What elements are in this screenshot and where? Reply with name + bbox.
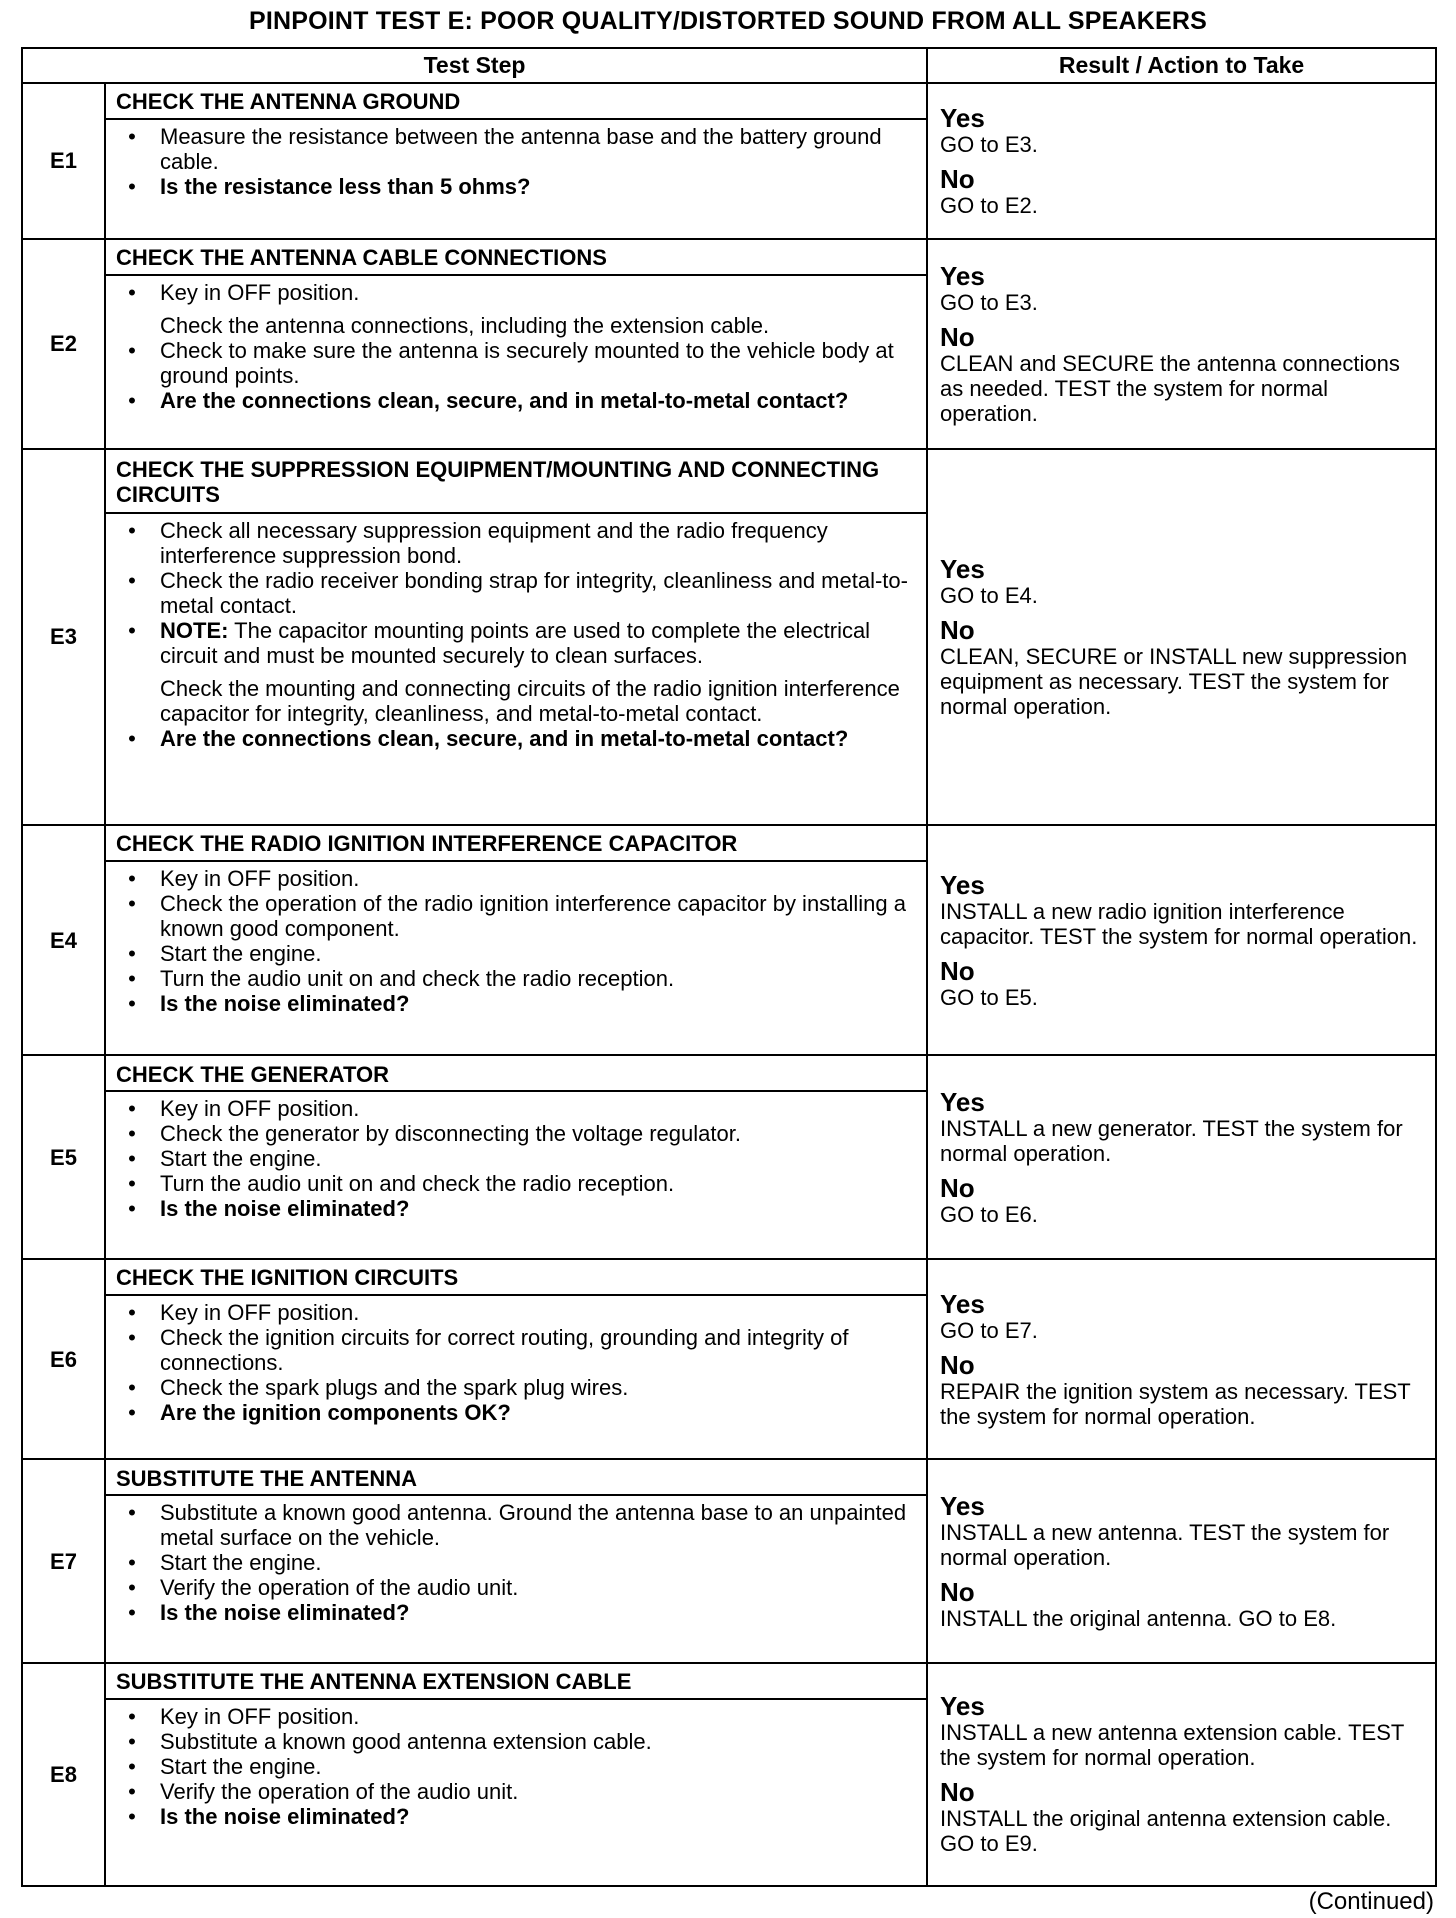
- instruction-text: [160, 1121, 741, 1146]
- instruction-text: [160, 568, 908, 618]
- step-title-row: [22, 1459, 1436, 1495]
- step-title: CHECK THE ANTENNA GROUND: [105, 83, 927, 119]
- yes-action: GO to E4.: [940, 582, 1038, 608]
- no-action: INSTALL the original antenna extension cable. GO to E9.: [940, 1806, 1392, 1857]
- instruction-list: [122, 1300, 914, 1425]
- instruction-text: [160, 1325, 848, 1375]
- instruction-text-body: Key in OFF position.: [160, 1703, 360, 1729]
- instruction-item: [122, 174, 914, 199]
- instruction-text: [160, 1729, 652, 1754]
- instruction-list: [122, 280, 914, 413]
- instruction-text-body: Substitute a known good antenna extension cable.: [160, 1728, 652, 1754]
- step-id: E7: [22, 1459, 105, 1663]
- instruction-item: [122, 280, 914, 305]
- instruction-item: [122, 1096, 914, 1121]
- step-instructions: [105, 1091, 927, 1259]
- yes-action: GO to E3.: [940, 289, 1038, 315]
- bullet-icon: •: [128, 1096, 136, 1122]
- bullet-icon: •: [128, 990, 136, 1016]
- bullet-icon: •: [128, 726, 136, 752]
- instruction-item: [122, 991, 914, 1016]
- step-title-row: [22, 239, 1436, 275]
- bullet-icon: •: [128, 337, 136, 363]
- bullet-icon: •: [128, 1500, 136, 1526]
- instruction-text: [160, 941, 321, 966]
- instruction-text-body: The capacitor mounting points are used to complete the electrical circuit and must be mounted securely to clean surfaces.: [160, 618, 871, 669]
- bullet-icon: •: [128, 1171, 136, 1197]
- bullet-icon: •: [128, 1550, 136, 1576]
- instruction-text-body: Is the noise eliminated?: [160, 1196, 410, 1222]
- yes-label: Yes: [940, 869, 985, 900]
- instruction-text-body: Start the engine.: [160, 940, 322, 966]
- step-id: E1: [22, 83, 105, 239]
- bullet-icon: •: [128, 518, 136, 544]
- result-no: [940, 1578, 1425, 1631]
- instruction-text: [160, 1171, 674, 1196]
- instruction-text-body: Start the engine.: [160, 1146, 322, 1172]
- no-label: No: [940, 163, 975, 194]
- step-result: [927, 239, 1436, 449]
- bullet-icon: •: [128, 387, 136, 413]
- instruction-item: [122, 1325, 914, 1375]
- step-id: E3: [22, 449, 105, 825]
- step-id: E8: [22, 1663, 105, 1886]
- instruction-list: [122, 1096, 914, 1221]
- instruction-text-body: Is the noise eliminated?: [160, 1803, 410, 1829]
- instruction-item: [122, 1550, 914, 1575]
- no-action: CLEAN, SECURE or INSTALL new suppression equipment as necessary. TEST the system for normal operation.: [940, 643, 1408, 719]
- instruction-item: [122, 866, 914, 891]
- step-title: CHECK THE ANTENNA CABLE CONNECTIONS: [105, 239, 927, 275]
- instruction-item: [122, 1600, 914, 1625]
- instruction-item: [122, 313, 914, 338]
- instruction-text-body: Check the antenna connections, including the extension cable.: [160, 312, 770, 338]
- instruction-text: [160, 618, 870, 668]
- instruction-text-body: Are the connections clean, secure, and in metal-to-metal contact?: [160, 387, 849, 413]
- instruction-text: [160, 1375, 628, 1400]
- bullet-icon: •: [128, 1728, 136, 1754]
- instruction-item: [122, 891, 914, 941]
- step-instructions: [105, 1699, 927, 1886]
- result-yes: [940, 104, 1425, 157]
- instruction-text: [160, 1600, 409, 1625]
- step-title-row: [22, 1663, 1436, 1699]
- instruction-item: [122, 1196, 914, 1221]
- instruction-list: [122, 1500, 914, 1625]
- instruction-item: [122, 1375, 914, 1400]
- no-action: GO to E5.: [940, 984, 1038, 1010]
- bullet-icon: •: [128, 1703, 136, 1729]
- step-id: E4: [22, 825, 105, 1055]
- yes-action: INSTALL a new radio ignition interference capacitor. TEST the system for normal operation.: [940, 898, 1418, 949]
- instruction-item: [122, 1804, 914, 1829]
- bullet-icon: •: [128, 1778, 136, 1804]
- instruction-item: [122, 1704, 914, 1729]
- instruction-text-body: Turn the audio unit on and check the radio reception.: [160, 965, 675, 991]
- header-result-action: Result / Action to Take: [927, 48, 1436, 83]
- result-yes: [940, 1290, 1425, 1343]
- instruction-text-body: Check the spark plugs and the spark plug wires.: [160, 1374, 629, 1400]
- step-result: [927, 449, 1436, 825]
- instruction-list: [122, 866, 914, 1016]
- step-id: E5: [22, 1055, 105, 1259]
- instruction-text-body: Start the engine.: [160, 1753, 322, 1779]
- instruction-text: [160, 1096, 359, 1121]
- bullet-icon: •: [128, 618, 136, 644]
- instruction-text-body: Check to make sure the antenna is securely mounted to the vehicle body at ground points.: [160, 337, 894, 388]
- instruction-text-body: Key in OFF position.: [160, 1096, 360, 1122]
- bullet-icon: •: [128, 1146, 136, 1172]
- bullet-icon: •: [128, 1196, 136, 1222]
- step-title-row: [22, 825, 1436, 861]
- note-label: NOTE:: [160, 618, 229, 644]
- instruction-text: [160, 1146, 321, 1171]
- instruction-item: [122, 1121, 914, 1146]
- instruction-item: [122, 1754, 914, 1779]
- instruction-item: [122, 676, 914, 726]
- step-result: [927, 825, 1436, 1055]
- result-no: [940, 1174, 1425, 1227]
- instruction-text-body: Substitute a known good antenna. Ground the antenna base to an unpainted metal surface on the vehicle.: [160, 1500, 907, 1551]
- instruction-list: [122, 518, 914, 751]
- step-title-row: [22, 1259, 1436, 1295]
- instruction-text: [160, 313, 769, 338]
- result-yes: [940, 1492, 1425, 1570]
- result-no: [940, 1351, 1425, 1429]
- no-label: No: [940, 1576, 975, 1607]
- bullet-icon: •: [128, 1803, 136, 1829]
- yes-action: INSTALL a new antenna. TEST the system for normal operation.: [940, 1519, 1390, 1570]
- bullet-icon: •: [128, 1299, 136, 1325]
- instruction-text-body: Key in OFF position.: [160, 1299, 360, 1325]
- instruction-text-body: Key in OFF position.: [160, 865, 360, 891]
- no-label: No: [940, 321, 975, 352]
- instruction-text-body: Verify the operation of the audio unit.: [160, 1575, 519, 1601]
- instruction-text: [160, 1575, 518, 1600]
- bullet-icon: •: [128, 1399, 136, 1425]
- instruction-text-body: Check the generator by disconnecting the voltage regulator.: [160, 1121, 741, 1147]
- yes-label: Yes: [940, 260, 985, 291]
- instruction-text: [160, 1704, 359, 1729]
- instruction-text: [160, 1300, 359, 1325]
- instruction-item: [122, 1500, 914, 1550]
- instruction-text-body: Check the ignition circuits for correct routing, grounding and integrity of connections.: [160, 1324, 849, 1375]
- bullet-icon: •: [128, 890, 136, 916]
- header-test-step: Test Step: [22, 48, 927, 83]
- step-title-row: [22, 83, 1436, 119]
- bullet-icon: •: [128, 1575, 136, 1601]
- no-action: REPAIR the ignition system as necessary. TEST the system for normal operation.: [940, 1378, 1411, 1429]
- yes-label: Yes: [940, 553, 985, 584]
- step-result: [927, 1663, 1436, 1886]
- instruction-text-body: Check the mounting and connecting circuits of the radio ignition interference capacitor for integrity, cleanliness, and metal-to-metal contact.: [160, 676, 900, 727]
- bullet-icon: •: [128, 1121, 136, 1147]
- bullet-icon: •: [128, 1753, 136, 1779]
- instruction-item: [122, 1575, 914, 1600]
- instruction-list: [122, 1704, 914, 1829]
- bullet-icon: •: [128, 940, 136, 966]
- instruction-item: [122, 618, 914, 668]
- yes-label: Yes: [940, 1691, 985, 1722]
- instruction-text-body: Check the operation of the radio ignition interference capacitor by installing a known good component.: [160, 890, 907, 941]
- instruction-text: [160, 1804, 409, 1829]
- instruction-text-body: Is the noise eliminated?: [160, 1600, 410, 1626]
- result-yes: [940, 1088, 1425, 1166]
- instruction-item: [122, 966, 914, 991]
- step-instructions: [105, 1295, 927, 1459]
- step-title: SUBSTITUTE THE ANTENNA: [105, 1459, 927, 1495]
- bullet-icon: •: [128, 568, 136, 594]
- no-label: No: [940, 1777, 975, 1808]
- bullet-icon: •: [128, 1374, 136, 1400]
- instruction-text-body: Is the noise eliminated?: [160, 990, 410, 1016]
- instruction-text-body: Measure the resistance between the antenna base and the battery ground cable.: [160, 123, 882, 174]
- instruction-list: [122, 124, 914, 199]
- instruction-text-body: Verify the operation of the audio unit.: [160, 1778, 519, 1804]
- instruction-text: [160, 518, 828, 568]
- instruction-text: [160, 124, 882, 174]
- result-no: [940, 616, 1425, 719]
- no-label: No: [940, 1172, 975, 1203]
- step-result: [927, 1459, 1436, 1663]
- result-yes: [940, 262, 1425, 315]
- instruction-text: [160, 1754, 321, 1779]
- step-id: E6: [22, 1259, 105, 1459]
- no-label: No: [940, 1349, 975, 1380]
- step-id: E2: [22, 239, 105, 449]
- instruction-text: [160, 1400, 511, 1425]
- step-instructions: [105, 513, 927, 825]
- instruction-text: [160, 338, 894, 388]
- instruction-item: [122, 124, 914, 174]
- instruction-item: [122, 941, 914, 966]
- instruction-text-body: Is the resistance less than 5 ohms?: [160, 173, 531, 199]
- result-yes: [940, 871, 1425, 949]
- instruction-item: [122, 388, 914, 413]
- instruction-text-body: Are the connections clean, secure, and in metal-to-metal contact?: [160, 726, 849, 752]
- result-yes: [940, 1692, 1425, 1770]
- step-result: [927, 1259, 1436, 1459]
- instruction-text-body: Turn the audio unit on and check the radio reception.: [160, 1171, 675, 1197]
- instruction-text-body: Check all necessary suppression equipment and the radio frequency interference suppression bond.: [160, 518, 828, 569]
- instruction-item: [122, 1400, 914, 1425]
- instruction-item: [122, 726, 914, 751]
- instruction-item: [122, 1729, 914, 1754]
- yes-label: Yes: [940, 1086, 985, 1117]
- step-instructions: [105, 1495, 927, 1663]
- yes-label: Yes: [940, 1490, 985, 1521]
- step-title-row: [22, 1055, 1436, 1091]
- step-result: [927, 83, 1436, 239]
- result-no: [940, 165, 1425, 218]
- no-label: No: [940, 614, 975, 645]
- instruction-text: [160, 891, 906, 941]
- instruction-text: [160, 174, 530, 199]
- instruction-text: [160, 1500, 906, 1550]
- instruction-text: [160, 1550, 321, 1575]
- bullet-icon: •: [128, 279, 136, 305]
- yes-label: Yes: [940, 102, 985, 133]
- bullet-icon: •: [128, 1324, 136, 1350]
- instruction-text-body: Are the ignition components OK?: [160, 1399, 511, 1425]
- instruction-item: [122, 338, 914, 388]
- no-action: CLEAN and SECURE the antenna connections as needed. TEST the system for normal operation.: [940, 350, 1400, 426]
- yes-action: INSTALL a new antenna extension cable. TEST the system for normal operation.: [940, 1720, 1404, 1771]
- step-title-row: [22, 449, 1436, 514]
- instruction-text: [160, 726, 848, 751]
- instruction-item: [122, 1171, 914, 1196]
- instruction-text: [160, 991, 409, 1016]
- instruction-item: [122, 518, 914, 568]
- step-instructions: [105, 119, 927, 239]
- bullet-icon: •: [128, 865, 136, 891]
- result-no: [940, 323, 1425, 426]
- instruction-text-body: Check the radio receiver bonding strap for integrity, cleanliness and metal-to-metal contact.: [160, 568, 908, 619]
- instruction-text: [160, 866, 359, 891]
- page-title: PINPOINT TEST E: POOR QUALITY/DISTORTED SOUND FROM ALL SPEAKERS: [248, 7, 1208, 35]
- instruction-text: [160, 676, 900, 726]
- no-action: GO to E6.: [940, 1201, 1038, 1227]
- instruction-text: [160, 966, 674, 991]
- continued-note: (Continued): [1308, 1888, 1434, 1915]
- instruction-text: [160, 1779, 518, 1804]
- bullet-icon: •: [128, 123, 136, 149]
- instruction-text: [160, 1196, 409, 1221]
- yes-action: GO to E3.: [940, 131, 1038, 157]
- step-title: CHECK THE IGNITION CIRCUITS: [105, 1259, 927, 1295]
- instruction-text-body: Start the engine.: [160, 1550, 322, 1576]
- instruction-item: [122, 1300, 914, 1325]
- bullet-icon: •: [128, 965, 136, 991]
- no-action: INSTALL the original antenna. GO to E8.: [940, 1605, 1337, 1631]
- no-label: No: [940, 955, 975, 986]
- no-action: GO to E2.: [940, 192, 1038, 218]
- instruction-item: [122, 1779, 914, 1804]
- steps-body: [22, 83, 1436, 1886]
- yes-label: Yes: [940, 1288, 985, 1319]
- yes-action: GO to E7.: [940, 1317, 1038, 1343]
- result-no: [940, 1778, 1425, 1856]
- bullet-icon: •: [128, 1600, 136, 1626]
- result-yes: [940, 555, 1425, 608]
- instruction-text: [160, 280, 359, 305]
- step-instructions: [105, 275, 927, 449]
- step-title: CHECK THE GENERATOR: [105, 1055, 927, 1091]
- yes-action: INSTALL a new generator. TEST the system for normal operation.: [940, 1115, 1403, 1166]
- instruction-item: [122, 568, 914, 618]
- step-result: [927, 1055, 1436, 1259]
- instruction-text-body: Key in OFF position.: [160, 279, 360, 305]
- step-title: CHECK THE RADIO IGNITION INTERFERENCE CAPACITOR: [105, 825, 927, 861]
- pinpoint-test-table: [21, 47, 1437, 1887]
- step-title: CHECK THE SUPPRESSION EQUIPMENT/MOUNTING AND CONNECTING CIRCUITS: [105, 449, 927, 514]
- step-title: SUBSTITUTE THE ANTENNA EXTENSION CABLE: [105, 1663, 927, 1699]
- bullet-icon: •: [128, 173, 136, 199]
- instruction-text: [160, 388, 848, 413]
- instruction-item: [122, 1146, 914, 1171]
- step-instructions: [105, 861, 927, 1055]
- result-no: [940, 957, 1425, 1010]
